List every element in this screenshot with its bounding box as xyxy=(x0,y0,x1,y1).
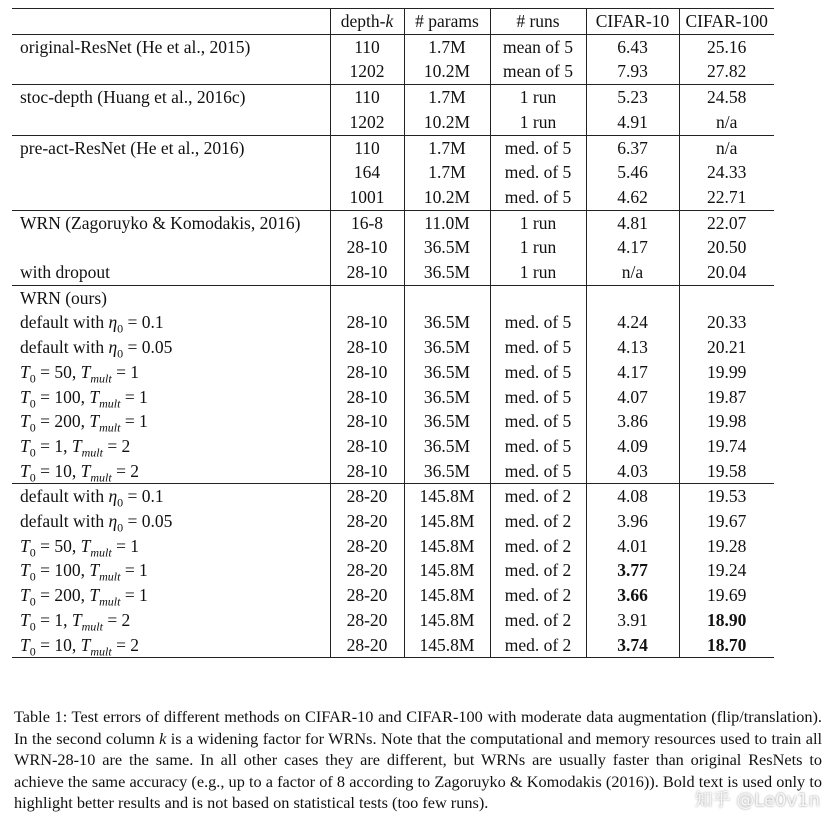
table-row xyxy=(12,534,774,559)
cell-c100: n/a xyxy=(679,110,774,135)
cell-runs: med. of 5 xyxy=(490,434,586,459)
cell-c100: 19.87 xyxy=(679,385,774,410)
table-row xyxy=(12,459,774,484)
table-row xyxy=(12,335,774,360)
table-row xyxy=(12,185,774,210)
cell-method: default with $\eta_0 = 0.05$ xyxy=(20,337,173,361)
cell-c10: 4.13 xyxy=(586,335,679,360)
cell-runs: 1 run xyxy=(490,85,586,110)
cell-method: pre-act-ResNet (He et al., 2016) xyxy=(12,135,330,160)
cell-runs: med. of 5 xyxy=(490,409,586,434)
cell-depth: 110 xyxy=(330,85,404,110)
cell-c10: 4.81 xyxy=(586,210,679,235)
cell-depth: 110 xyxy=(330,34,404,59)
results-table xyxy=(12,8,774,658)
cell-method: $T_0 = 100$, $T_{mult} = 1$ xyxy=(20,386,148,411)
cell-runs: med. of 5 xyxy=(490,335,586,360)
cell-c10: 6.43 xyxy=(586,34,679,59)
cell-c100: 20.21 xyxy=(679,335,774,360)
cell-runs: 1 run xyxy=(490,210,586,235)
table-row xyxy=(12,558,774,583)
cell-params: 1.7M xyxy=(404,160,490,185)
cell-c100: 20.33 xyxy=(679,310,774,335)
cell-method: default with $\eta_0 = 0.1$ xyxy=(12,484,330,509)
header-depth: depth-k xyxy=(330,9,404,35)
cell-c10: 3.91 xyxy=(586,608,679,633)
cell-c10: 4.07 xyxy=(586,385,679,410)
cell-depth: 28-10 xyxy=(330,385,404,410)
cell-c100: 18.90 xyxy=(679,608,774,633)
cell-depth: 28-10 xyxy=(330,310,404,335)
table-row xyxy=(12,260,774,285)
cell-depth: 1001 xyxy=(330,185,404,210)
cell-depth: 28-20 xyxy=(330,633,404,658)
cell-c10 xyxy=(586,285,679,310)
cell-depth: 28-10 xyxy=(330,260,404,285)
table-row xyxy=(12,385,774,410)
cell-c100: 19.24 xyxy=(679,558,774,583)
cell-params: 10.2M xyxy=(404,59,490,84)
cell-c100: 19.74 xyxy=(679,434,774,459)
table-row xyxy=(12,633,774,658)
cell-params: 36.5M xyxy=(404,409,490,434)
cell-depth: 28-10 xyxy=(330,459,404,484)
cell-runs: 1 run xyxy=(490,260,586,285)
cell-params: 145.8M xyxy=(404,633,490,658)
cell-c100: 24.58 xyxy=(679,85,774,110)
cell-runs: med. of 5 xyxy=(490,385,586,410)
cell-params: 145.8M xyxy=(404,558,490,583)
cell-depth: 28-20 xyxy=(330,558,404,583)
cell-runs: med. of 2 xyxy=(490,608,586,633)
table-row xyxy=(12,583,774,608)
cell-params: 10.2M xyxy=(404,185,490,210)
cell-depth: 28-20 xyxy=(330,534,404,559)
cell-params: 36.5M xyxy=(404,260,490,285)
cell-c10: 7.93 xyxy=(586,59,679,84)
cell-c10: 4.62 xyxy=(586,185,679,210)
cell-c10: 4.17 xyxy=(586,235,679,260)
cell-method: WRN (ours) xyxy=(12,285,330,310)
cell-depth xyxy=(330,285,404,310)
cell-c100: 27.82 xyxy=(679,59,774,84)
cell-c10: 4.09 xyxy=(586,434,679,459)
cell-depth: 28-20 xyxy=(330,484,404,509)
cell-method xyxy=(12,185,330,210)
cell-c10: 5.46 xyxy=(586,160,679,185)
cell-c100: 20.04 xyxy=(679,260,774,285)
table-body xyxy=(12,34,774,658)
cell-depth: 28-10 xyxy=(330,335,404,360)
cell-c100: n/a xyxy=(679,135,774,160)
table-row xyxy=(12,409,774,434)
table-header-row xyxy=(12,9,774,35)
cell-method xyxy=(12,59,330,84)
table-row xyxy=(12,608,774,633)
cell-runs: med. of 5 xyxy=(490,459,586,484)
cell-method: stoc-depth (Huang et al., 2016c) xyxy=(12,85,330,110)
cell-c100: 18.70 xyxy=(679,633,774,658)
cell-runs: med. of 2 xyxy=(490,633,586,658)
cell-method: $T_0 = 100$, $T_{mult} = 1$ xyxy=(20,560,148,584)
table-row xyxy=(12,110,774,135)
cell-c10: 3.74 xyxy=(586,633,679,658)
cell-c100: 25.16 xyxy=(679,34,774,59)
cell-method: WRN (Zagoruyko & Komodakis, 2016) xyxy=(12,210,330,235)
cell-c10: 4.24 xyxy=(586,310,679,335)
cell-c10: 3.86 xyxy=(586,409,679,434)
cell-depth: 164 xyxy=(330,160,404,185)
table-row xyxy=(12,484,774,509)
cell-params: 36.5M xyxy=(404,434,490,459)
table-row xyxy=(12,509,774,534)
cell-params: 10.2M xyxy=(404,110,490,135)
cell-c10: 4.91 xyxy=(586,110,679,135)
cell-method xyxy=(12,110,330,135)
cell-c100: 22.07 xyxy=(679,210,774,235)
cell-method: $T_0 = 50$, $T_{mult} = 1$ xyxy=(20,361,140,386)
cell-params: 145.8M xyxy=(404,583,490,608)
table-row xyxy=(12,59,774,84)
cell-c100: 22.71 xyxy=(679,185,774,210)
cell-runs: 1 run xyxy=(490,235,586,260)
cell-method: $T_0 = 200$, $T_{mult} = 1$ xyxy=(20,411,148,435)
cell-runs: med. of 5 xyxy=(490,185,586,210)
table-row xyxy=(12,210,774,235)
cell-method: $T_0 = 1$, $T_{mult} = 2$ xyxy=(20,435,131,460)
cell-c100: 19.98 xyxy=(679,409,774,434)
cell-method: $T_0 = 50$, $T_{mult} = 1$ xyxy=(20,535,140,560)
cell-depth: 1202 xyxy=(330,110,404,135)
cell-params: 36.5M xyxy=(404,310,490,335)
cell-c10: 6.37 xyxy=(586,135,679,160)
table-row xyxy=(12,135,774,160)
cell-c100: 19.58 xyxy=(679,459,774,484)
cell-params: 145.8M xyxy=(404,509,490,534)
cell-c100: 19.69 xyxy=(679,583,774,608)
cell-method: original-ResNet (He et al., 2015) xyxy=(12,34,330,59)
cell-runs: med. of 2 xyxy=(490,534,586,559)
cell-method: default with $\eta_0 = 0.1$ xyxy=(20,312,164,336)
cell-runs: med. of 2 xyxy=(490,484,586,509)
cell-c100: 24.33 xyxy=(679,160,774,185)
cell-params: 36.5M xyxy=(404,335,490,360)
header-cifar10: CIFAR-10 xyxy=(586,9,679,35)
cell-c10: 4.01 xyxy=(586,534,679,559)
table-caption: Table 1: Test errors of different methods on CIFAR-10 and CIFAR-100 with moderate data augmentation (flip/translation). In the second column k is a widening factor for WRNs. Note that the computational and memory resources used to train all WRN-28-10 are the same. In all other cases they are different, but WRNs are usually faster than original ResNets to achieve the same accuracy (e.g., up to a factor of 8 according to Zagoruyko & Komodakis (2016)). Bold text is used only to highlight better results and is not based on statistical tests (too few runs). xyxy=(14,707,822,812)
cell-depth: 28-20 xyxy=(330,583,404,608)
cell-c10: 3.96 xyxy=(586,509,679,534)
cell-params: 11.0M xyxy=(404,210,490,235)
cell-params: 36.5M xyxy=(404,235,490,260)
cell-depth: 28-10 xyxy=(330,360,404,385)
cell-params xyxy=(404,285,490,310)
cell-c10: 4.17 xyxy=(586,360,679,385)
cell-c10: n/a xyxy=(586,260,679,285)
table-row xyxy=(12,285,774,310)
cell-runs: med. of 5 xyxy=(490,135,586,160)
cell-runs: med. of 2 xyxy=(490,558,586,583)
cell-c10: 4.03 xyxy=(586,459,679,484)
header-params: # params xyxy=(404,9,490,35)
cell-depth: 1202 xyxy=(330,59,404,84)
cell-c10: 3.66 xyxy=(586,583,679,608)
cell-method xyxy=(12,235,330,260)
cell-depth: 28-10 xyxy=(330,235,404,260)
table-row xyxy=(12,360,774,385)
cell-c100: 19.53 xyxy=(679,484,774,509)
header-cifar100: CIFAR-100 xyxy=(679,9,774,35)
cell-runs: med. of 5 xyxy=(490,310,586,335)
cell-method: default with $\eta_0 = 0.05$ xyxy=(20,511,173,535)
cell-params: 36.5M xyxy=(404,385,490,410)
cell-params: 36.5M xyxy=(404,459,490,484)
cell-method: $T_0 = 10$, $T_{mult} = 2$ xyxy=(20,634,140,659)
table-row xyxy=(12,160,774,185)
table-row xyxy=(12,434,774,459)
cell-runs: med. of 5 xyxy=(490,360,586,385)
cell-params: 145.8M xyxy=(404,534,490,559)
cell-c10: 3.77 xyxy=(586,558,679,583)
cell-depth: 28-10 xyxy=(330,434,404,459)
header-method xyxy=(12,9,330,35)
cell-runs: med. of 5 xyxy=(490,160,586,185)
table-row xyxy=(12,310,774,335)
table-row xyxy=(12,85,774,110)
cell-method: $T_0 = 200$, $T_{mult} = 1$ xyxy=(20,585,148,609)
cell-method: with dropout xyxy=(20,262,110,283)
cell-depth: 28-20 xyxy=(330,509,404,534)
table-row xyxy=(12,34,774,59)
cell-runs: mean of 5 xyxy=(490,59,586,84)
cell-params: 1.7M xyxy=(404,85,490,110)
cell-c100: 19.28 xyxy=(679,534,774,559)
cell-c100 xyxy=(679,285,774,310)
cell-c100: 20.50 xyxy=(679,235,774,260)
cell-depth: 110 xyxy=(330,135,404,160)
cell-runs: med. of 2 xyxy=(490,509,586,534)
cell-runs xyxy=(490,285,586,310)
cell-runs: mean of 5 xyxy=(490,34,586,59)
cell-depth: 28-10 xyxy=(330,409,404,434)
cell-depth: 16-8 xyxy=(330,210,404,235)
cell-runs: med. of 2 xyxy=(490,583,586,608)
cell-c10: 5.23 xyxy=(586,85,679,110)
cell-c100: 19.99 xyxy=(679,360,774,385)
cell-runs: 1 run xyxy=(490,110,586,135)
cell-params: 36.5M xyxy=(404,360,490,385)
cell-method: $T_0 = 10$, $T_{mult} = 2$ xyxy=(20,460,140,485)
watermark: 知乎 @Le0v1n xyxy=(694,790,820,811)
cell-params: 1.7M xyxy=(404,135,490,160)
cell-params: 1.7M xyxy=(404,34,490,59)
cell-c10: 4.08 xyxy=(586,484,679,509)
table-row xyxy=(12,235,774,260)
cell-params: 145.8M xyxy=(404,484,490,509)
cell-method: $T_0 = 1$, $T_{mult} = 2$ xyxy=(20,609,131,634)
header-runs: # runs xyxy=(490,9,586,35)
cell-method xyxy=(12,160,330,185)
cell-c100: 19.67 xyxy=(679,509,774,534)
cell-depth: 28-20 xyxy=(330,608,404,633)
cell-params: 145.8M xyxy=(404,608,490,633)
